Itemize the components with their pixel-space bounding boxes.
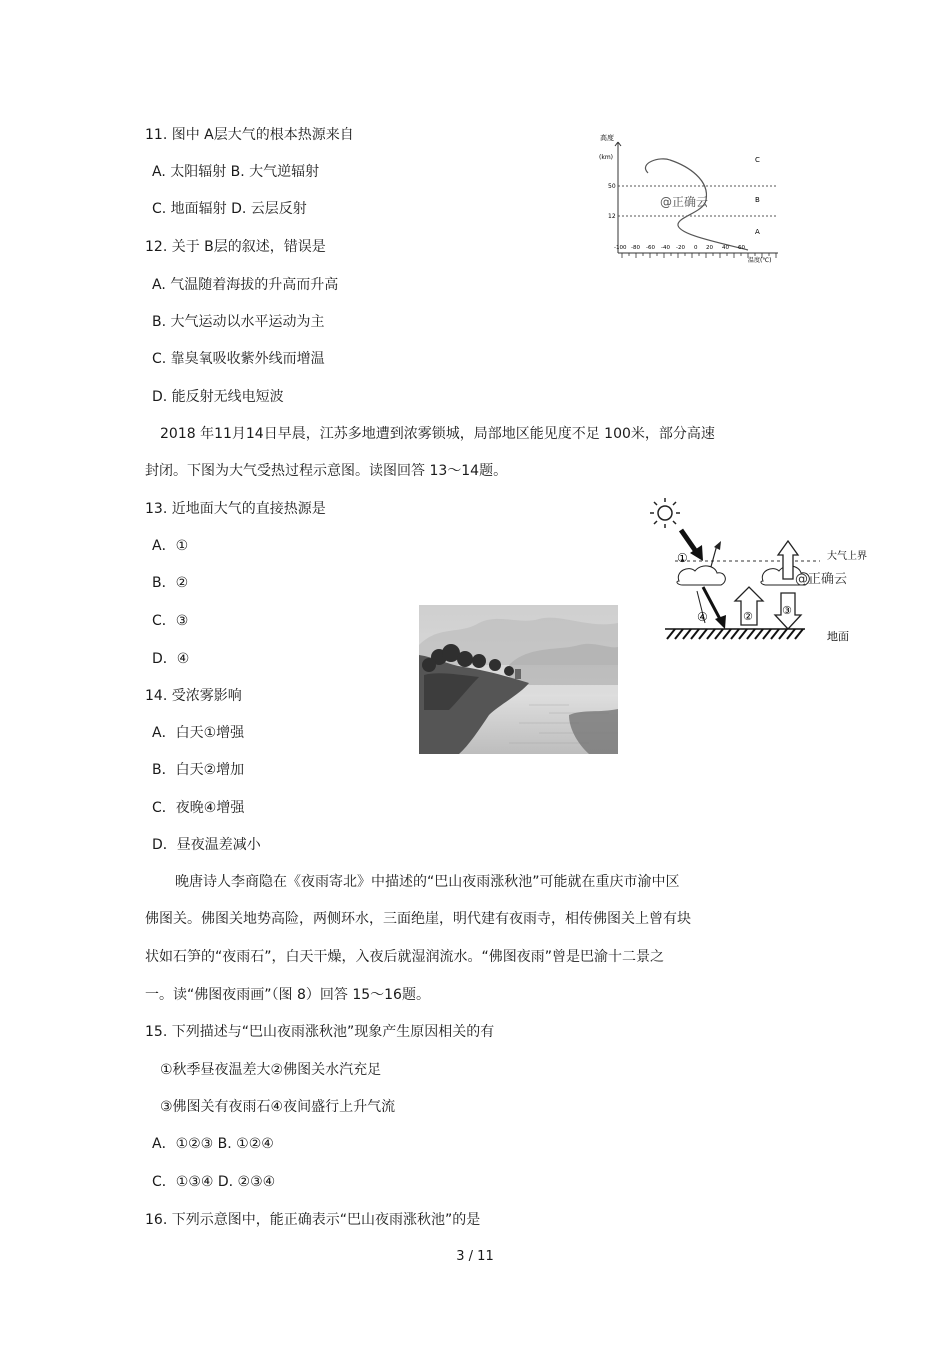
figure1-ytick-12: 12 bbox=[608, 213, 616, 220]
figure1-xtick: -20 bbox=[676, 245, 685, 251]
figure1-yunit: (km) bbox=[599, 154, 614, 161]
q12-stem: 12. 关于 B层的叙述，错误是 bbox=[145, 239, 326, 255]
sun-icon bbox=[650, 498, 680, 528]
q12-option-b: B. 大气运动以水平运动为主 bbox=[152, 314, 325, 330]
figure1-xtick: -100 bbox=[614, 245, 627, 251]
passage-line-1: 晚唐诗人李商隐在《夜雨寄北》中描述的“巴山夜雨涨秋池”可能就在重庆市渝中区 bbox=[175, 874, 680, 890]
q13-option-a: A．① bbox=[152, 538, 189, 554]
q14-stem: 14. 受浓雾影响 bbox=[145, 688, 242, 704]
figure1-xtick: 60 bbox=[738, 245, 745, 251]
figure1-xtick: -60 bbox=[646, 245, 655, 251]
q15-item-2: ③佛图关有夜雨石④夜间盛行上升气流 bbox=[160, 1099, 396, 1115]
figure1-xtick: 20 bbox=[706, 245, 713, 251]
q12-option-d: D. 能反射无线电短波 bbox=[152, 389, 284, 405]
q11-options-ab: A. 太阳辐射 B. 大气逆辐射 bbox=[152, 164, 320, 180]
figure1-layer-c: C bbox=[755, 156, 760, 164]
q12-option-a: A. 气温随着海拔的升高而升高 bbox=[152, 277, 339, 293]
q13-stem: 13. 近地面大气的直接热源是 bbox=[145, 501, 326, 517]
q11-options-cd: C. 地面辐射 D. 云层反射 bbox=[152, 201, 307, 217]
q11-stem: 11. 图中 A层大气的根本热源来自 bbox=[145, 127, 354, 143]
figure1-xtick: -80 bbox=[631, 245, 640, 251]
cloud-icon bbox=[677, 566, 725, 585]
page-number: 3 / 11 bbox=[456, 1249, 494, 1264]
q14-option-d: D．昼夜温差减小 bbox=[152, 837, 261, 853]
q15-options-cd: C．①③④ D. ②③④ bbox=[152, 1174, 276, 1190]
passage-line-3: 状如石笋的“夜雨石”，白天干燥，入夜后就湿润流水。“佛图夜雨”曾是巴渝十二景之 bbox=[145, 949, 665, 965]
figure2-top-label: 大气上界 bbox=[827, 551, 867, 562]
q15-stem: 15. 下列描述与“巴山夜雨涨秋池”现象产生原因相关的有 bbox=[145, 1024, 495, 1040]
figure2-marker-3: ③ bbox=[782, 604, 792, 617]
passage-line-2: 佛图关。佛图关地势高险，两侧环水，三面绝崖，明代建有夜雨寺，相传佛图关上曾有块 bbox=[145, 911, 691, 927]
q15-item-1: ①秋季昼夜温差大②佛图关水汽充足 bbox=[160, 1062, 382, 1078]
intro-line-1: 2018 年11月14日早晨，江苏多地遭到浓雾锁城，局部地区能见度不足 100米，部分高速 bbox=[160, 426, 715, 442]
q14-option-c: C．夜晚④增强 bbox=[152, 800, 245, 816]
q16-stem: 16. 下列示意图中，能正确表示“巴山夜雨涨秋池”的是 bbox=[145, 1212, 481, 1228]
figure1-xtick: 40 bbox=[722, 245, 729, 251]
atmosphere-layers-figure bbox=[598, 128, 806, 266]
intro-line-2: 封闭。下图为大气受热过程示意图。读图回答 13～14题。 bbox=[145, 463, 508, 479]
q12-option-c: C. 靠臭氧吸收紫外线而增温 bbox=[152, 351, 325, 367]
q14-option-b: B．白天②增加 bbox=[152, 762, 245, 778]
figure1-xtick: 0 bbox=[694, 245, 698, 251]
figure1-xlabel: 温度(℃) bbox=[748, 257, 772, 264]
figure1-ytick-50: 50 bbox=[608, 183, 616, 190]
figure1-xtick: -40 bbox=[661, 245, 670, 251]
foggy-mountain-painting bbox=[419, 605, 618, 754]
figure1-layer-a: A bbox=[755, 228, 760, 236]
q13-option-c: C．③ bbox=[152, 613, 189, 629]
figure2-marker-2: ② bbox=[743, 610, 753, 623]
q13-option-d: D．④ bbox=[152, 651, 190, 667]
figure1-ylabel: 高度 bbox=[600, 134, 614, 142]
figure2-marker-4: ④ bbox=[697, 610, 708, 624]
figure2-watermark: @正确云 bbox=[795, 572, 848, 587]
atmospheric-heating-figure bbox=[645, 495, 880, 655]
figure1-layer-b: B bbox=[755, 196, 760, 204]
figure2-marker-1: ① bbox=[677, 551, 688, 565]
passage-line-4: 一。读“佛图夜雨画”（图 8）回答 15～16题。 bbox=[145, 987, 430, 1003]
figure2-ground-label: 地面 bbox=[827, 630, 849, 643]
q14-option-a: A．白天①增强 bbox=[152, 725, 245, 741]
q13-option-b: B．② bbox=[152, 575, 189, 591]
q15-options-ab: A．①②③ B. ①②④ bbox=[152, 1136, 274, 1152]
figure1-watermark: @正确云 bbox=[660, 195, 709, 209]
